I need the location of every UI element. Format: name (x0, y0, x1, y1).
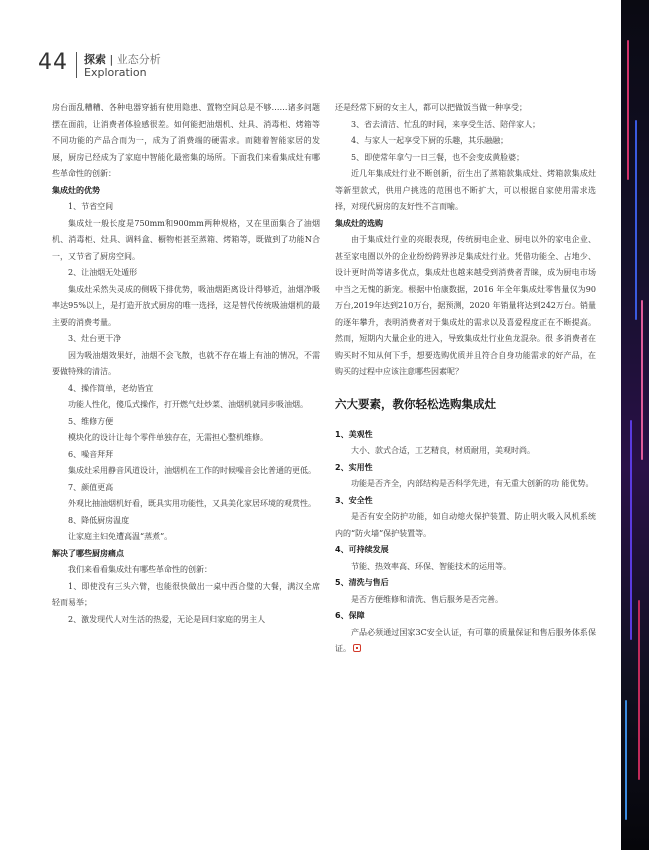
paragraph-text: 节能、热效率高、环保、智能技术的运用等。 (351, 561, 511, 571)
body-paragraph (335, 509, 596, 542)
paragraph-text: 是否方便维修和清洗、售后服务是否完善。 (351, 594, 503, 604)
decorative-streak (641, 300, 643, 460)
body-paragraph (52, 480, 320, 497)
paragraph-text: 我们来看看集成灶有哪些革命性的创新： (68, 565, 212, 574)
paragraph-text: 房台面乱糟糟、各种电器穿插有使用隐患、置物空间总是不够……诸多问题摆在面前，让消费者体验感很差。如何能把油烟机、灶具、消毒柜、烤箱等不同功能的产品合而为一，成为了消费端的硬需求。而随着智能家居的发展，厨房已经成为了家庭中智能化最密集的场所。下面我们来看集成灶有哪些革命性的创新： (52, 103, 320, 178)
paragraph-text: 让家庭主妇免遭高温“蒸煮”。 (68, 532, 173, 541)
article-end-mark-icon (353, 644, 361, 652)
paragraph-text: 4、操作简单，老幼皆宜 (68, 383, 154, 393)
paragraph-text: 5、清洗与售后 (335, 578, 389, 587)
section-title-sub: 业态分析 (116, 53, 161, 66)
body-paragraph (52, 496, 320, 513)
paragraph-text: 集成灶采然失灵成的侧吸下排优势，吸油烟距离设计得够近，油烟净吸率达95%以上，是打造开放式厨房的唯一选择，这是替代传统吸油烟机的最主要的消费考量。 (52, 284, 320, 327)
body-paragraph (52, 282, 320, 332)
body-paragraph (52, 612, 320, 629)
section-heading (335, 575, 596, 592)
decorative-streak (638, 600, 640, 780)
paragraph-text: 外观比抽油烟机好看，既具实用功能性，又具美化家居环境的观赏性。 (68, 499, 316, 508)
body-paragraph (52, 397, 320, 414)
paragraph-text: 5、即使常年拿勺一日三餐，也不会变成黄脸婆； (351, 152, 525, 162)
body-paragraph (52, 216, 320, 266)
section-heading (52, 546, 320, 563)
section-heading (52, 183, 320, 200)
paragraph-text: 3、灶台更干净 (68, 334, 122, 343)
paragraph-text: 是否有安全防护功能，如自动熄火保护装置、防止明火吸入风机系统内的“防火墙”保护装置等。 (335, 512, 596, 538)
page-number: 44 (38, 50, 68, 75)
paragraph-text: 由于集成灶行业的亮眼表现，传统厨电企业、厨电以外的家电企业、甚至家电圈以外的企业纷纷跨界涉足集成灶行业。凭借功能全、占地少、设计更时尚等诸多优点，集成灶也越来越受到消费者青睐，成为厨电市场中当之无愧的新宠。根据中怡康数据，2016 年全年集成灶零售量仅为90万台,2019年达到210万台，据预测，2020 年销量将达到242万台。销量的逐年攀升，表明消费者对于集成灶的需求以及喜爱程度正在不断提高。然而，短期内大量企业的进入，导致集成灶行业鱼龙混杂。很 多消费者在购买时不知从何下手，想要选购优质并且符合自身功能需求的好产品，在购买的过程中应该注意哪些因素呢？ (335, 235, 596, 376)
section-heading (335, 460, 596, 477)
paragraph-text: 2、激发现代人对生活的热爱，无论是回归家庭的男主人 (68, 614, 266, 624)
body-paragraph (335, 592, 596, 609)
section-title-main: 探索 (84, 53, 106, 66)
paragraph-text: 因为吸油烟效果好，油烟不会飞散，也就不存在墙上有油的情况，不需要做特殊的清洁。 (52, 350, 320, 376)
paragraph-text: 大小、款式合适，工艺精良，材质耐用，美观时尚。 (351, 446, 535, 455)
decorative-streak (625, 700, 627, 820)
body-paragraph (335, 166, 596, 216)
body-paragraph (335, 443, 596, 460)
paragraph-text: 3、安全性 (335, 495, 373, 505)
paragraph-text: 3、省去清洁、忙乱的时间，来享受生活、陪伴家人； (351, 119, 541, 129)
paragraph-text: 6、保障 (335, 611, 365, 620)
body-paragraph (335, 150, 596, 167)
decorative-streak (627, 40, 629, 180)
section-heading (335, 493, 596, 510)
body-paragraph (335, 559, 596, 576)
body-paragraph (335, 133, 596, 150)
paragraph-text: 近几年集成灶行业不断创新，衍生出了蒸箱款集成灶、烤箱款集成灶 等新型款式，供用户挑选的范围也不断扩大，可以根据自家使用需求选择，对现代厨房的友好性不言而喻。 (335, 169, 596, 211)
body-paragraph (52, 381, 320, 398)
body-paragraph (52, 348, 320, 381)
paragraph-text: 5、维修方便 (68, 416, 114, 426)
paragraph-text: 还是经常下厨的女主人，都可以把做饭当做一种享受； (335, 103, 527, 112)
body-paragraph (52, 430, 320, 447)
body-paragraph (335, 476, 596, 493)
right-column (335, 100, 596, 658)
paragraph-text: 6、噪音拜拜 (68, 449, 114, 459)
body-paragraph (52, 331, 320, 348)
body-paragraph (52, 265, 320, 282)
header-divider (76, 52, 77, 78)
paragraph-text: 4、与家人一起享受下厨的乐趣，其乐融融； (351, 136, 509, 145)
body-paragraph (52, 579, 320, 612)
paragraph-text: 模块化的设计让每个零件单独存在，无需担心整机维修。 (68, 433, 268, 442)
body-paragraph (335, 100, 596, 117)
body-paragraph (52, 447, 320, 464)
paragraph-text: 1、节省空间 (68, 202, 114, 211)
body-paragraph (52, 199, 320, 216)
article-section-title (335, 395, 596, 413)
section-title-english: Exploration (84, 66, 147, 79)
body-paragraph (52, 562, 320, 579)
paragraph-text: 集成灶采用静音风道设计，油烟机在工作的时候噪音会比普通的更低。 (68, 466, 316, 475)
body-paragraph (335, 232, 596, 381)
section-heading (335, 216, 596, 233)
paragraph-text: 2、实用性 (335, 462, 373, 472)
paragraph-text: 六大要素，教你轻松选购集成灶 (335, 396, 496, 411)
paragraph-text: 2、让油烟无处遁形 (68, 268, 138, 277)
paragraph-text: 产品必须通过国家3C安全认证，有可靠的质量保证和售后服务体系保证。 (335, 627, 596, 653)
paragraph-text: 功能人性化，傻瓜式操作，打开燃气灶炒菜、油烟机就同步吸油烟。 (68, 400, 308, 409)
paragraph-text: 8、降低厨房温度 (68, 515, 130, 525)
paragraph-text: 功能是否齐全，内部结构是否科学先进，有无重大创新的功 能优势。 (351, 479, 594, 488)
section-title-separator: | (109, 53, 114, 66)
paragraph-text: 集成灶的选购 (335, 218, 383, 228)
paragraph-text: 4、可持续发展 (335, 545, 389, 554)
section-heading (335, 608, 596, 625)
paragraph-text: 集成灶一般长度是750mm和900mm两种规格，又在里面集合了油烟机、消毒柜、灶具、调料盒、橱物柜甚至蒸箱、烤箱等，既做到了功能N合一，又节省了厨房空间。 (52, 218, 320, 261)
body-paragraph (52, 463, 320, 480)
section-heading (335, 542, 596, 559)
body-paragraph (52, 414, 320, 431)
body-paragraph (335, 117, 596, 134)
section-heading (335, 427, 596, 444)
body-paragraph (52, 513, 320, 530)
paragraph-text: 1、美观性 (335, 429, 373, 439)
paragraph-text: 7、颜值更高 (68, 482, 114, 492)
body-paragraph (52, 529, 320, 546)
decorative-edge-strip (621, 0, 649, 850)
paragraph-text: 解决了哪些厨房痛点 (52, 548, 124, 558)
body-paragraph (335, 625, 596, 658)
body-paragraph (52, 100, 320, 183)
left-column (52, 100, 320, 628)
paragraph-text: 集成灶的优势 (52, 185, 100, 195)
paragraph-text: 1、即使没有三头六臂，也能很快做出一桌中西合璧的大餐，满汉全席轻而易举； (52, 581, 320, 607)
decorative-streak (630, 420, 632, 640)
section-title (84, 51, 161, 67)
decorative-streak (635, 120, 637, 320)
